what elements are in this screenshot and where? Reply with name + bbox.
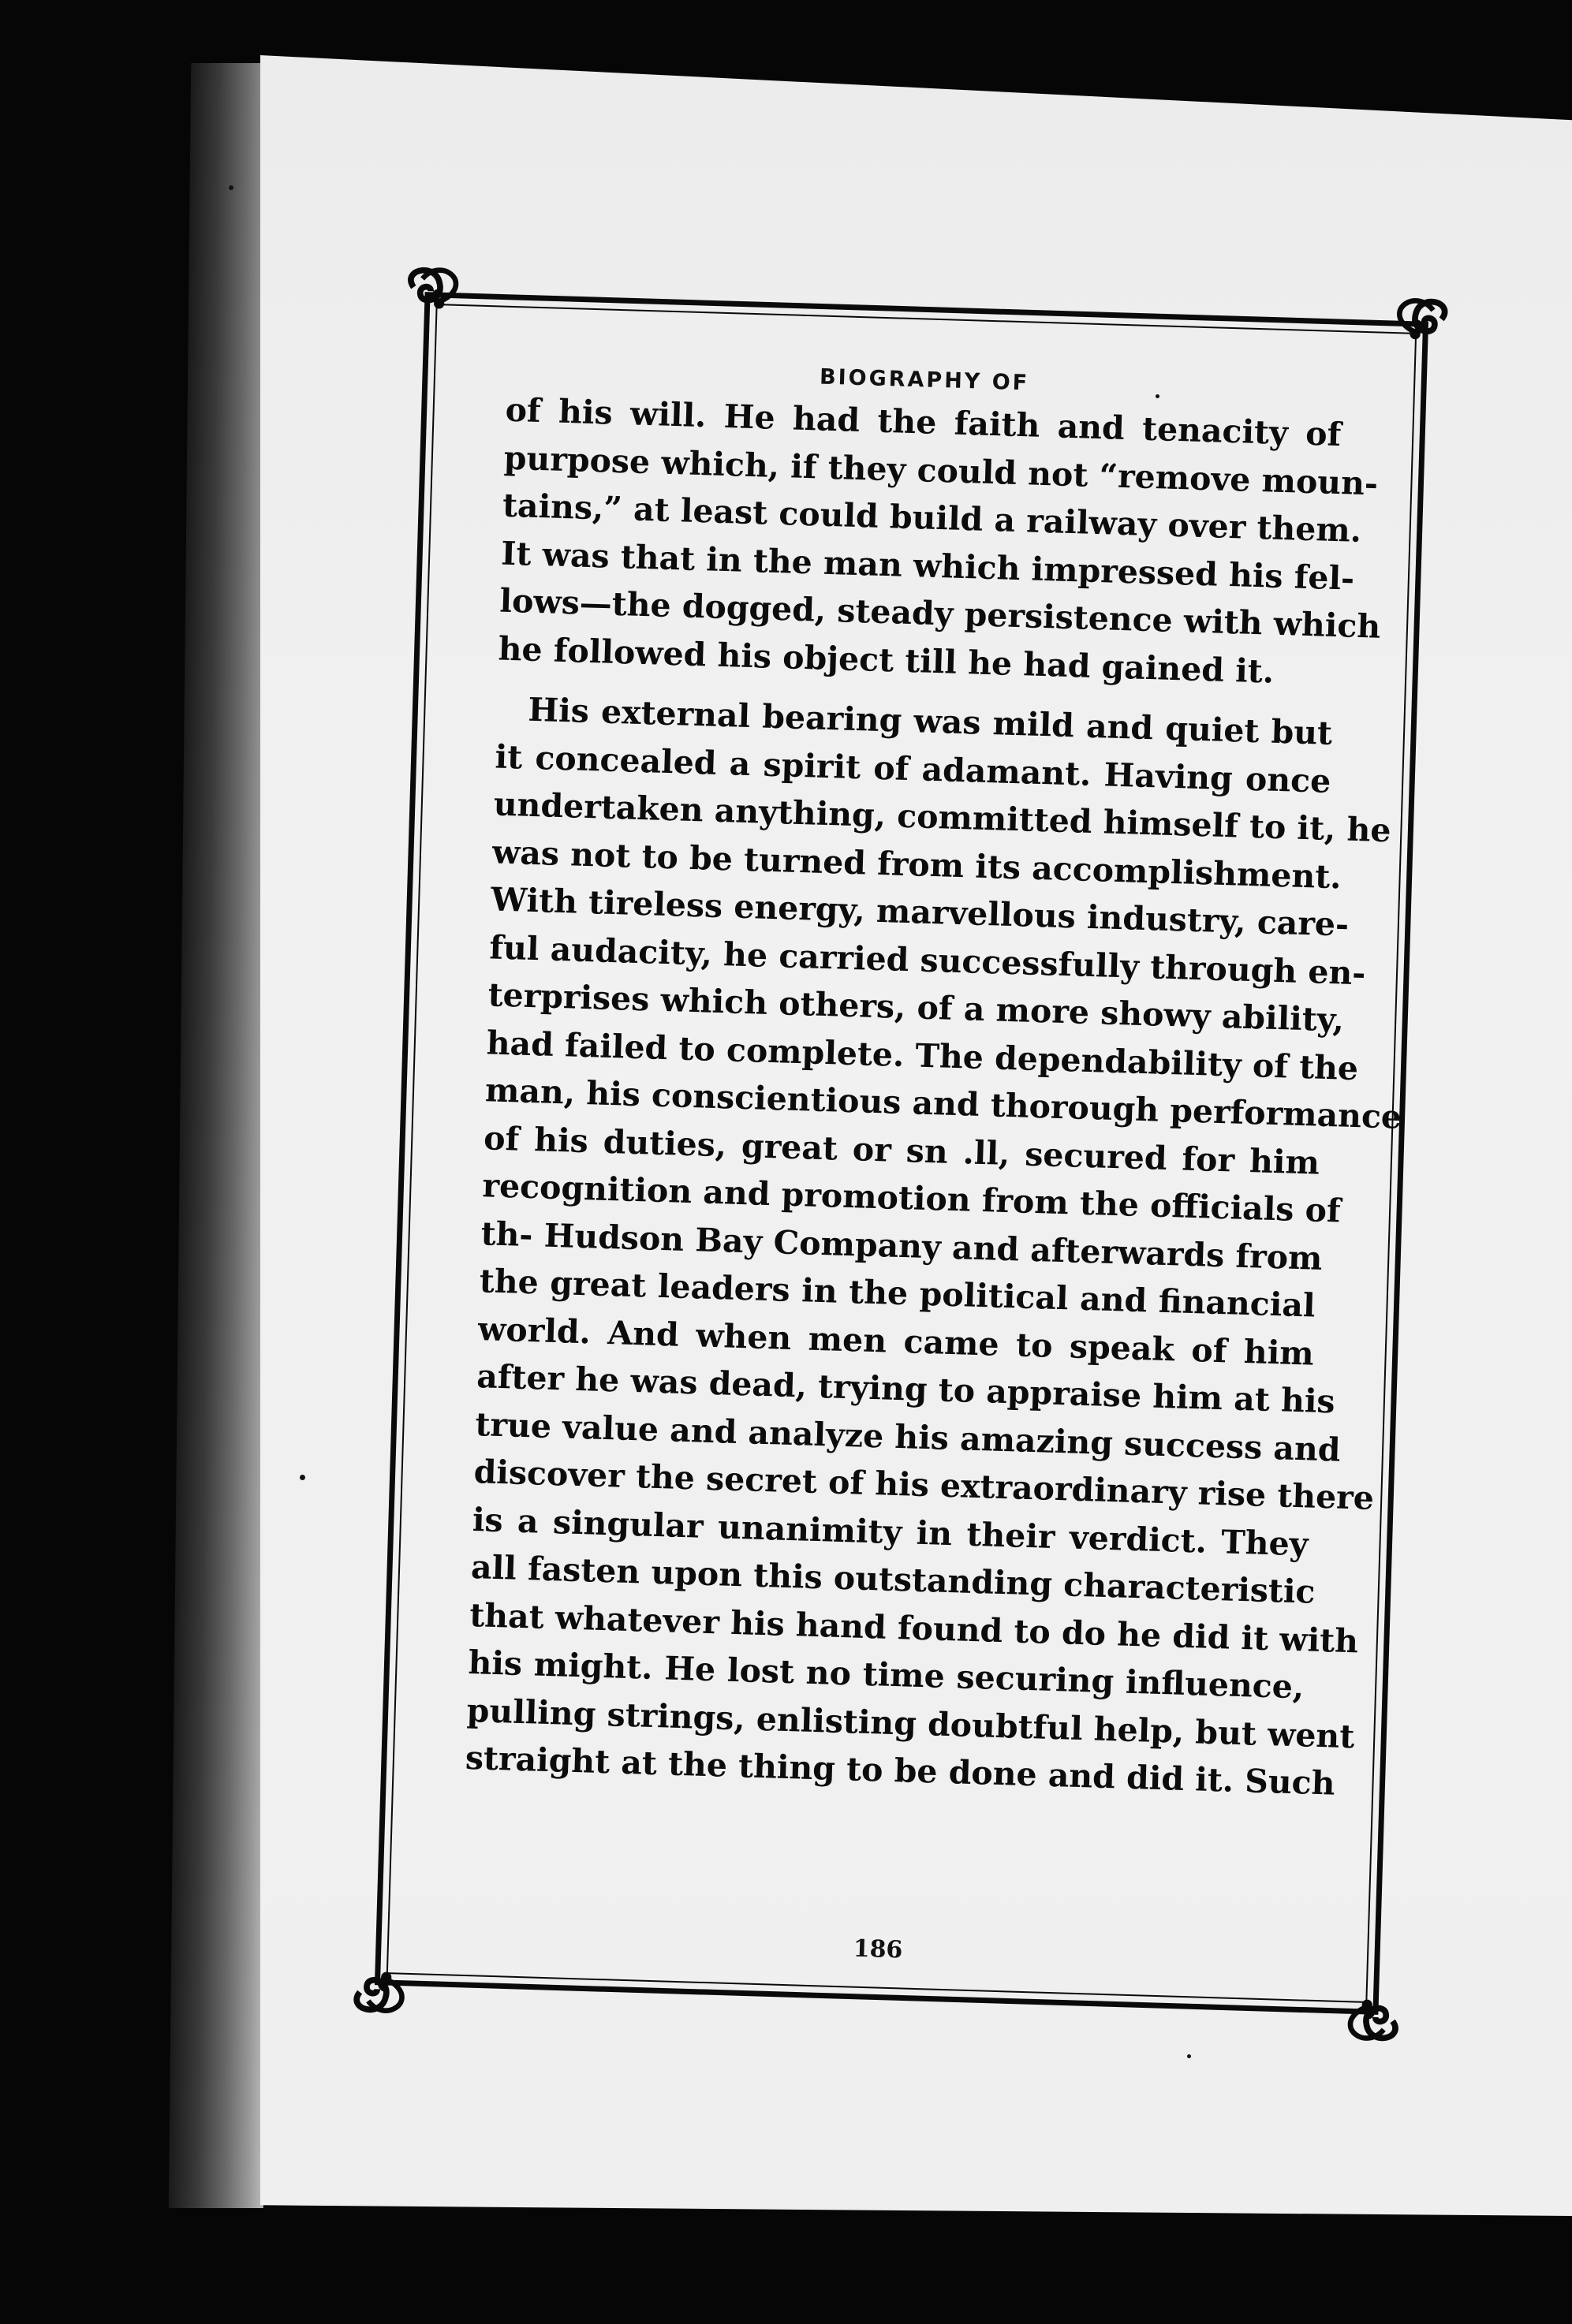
text-line: His external bearing was mild and quiet but bbox=[527, 690, 1333, 752]
text-line: is a singular unanimity in their verdict. They bbox=[472, 1500, 1309, 1564]
text-line: of his duties, great or sn .ll, secured for him bbox=[483, 1118, 1320, 1182]
scroll-flourish-icon bbox=[394, 261, 484, 350]
paragraph-2 bbox=[465, 685, 1402, 1807]
text-line: pulling strings, enlisting doubtful help, but went bbox=[466, 1691, 1355, 1755]
scan-speck bbox=[229, 185, 233, 190]
scan-speck bbox=[1187, 2054, 1191, 2058]
running-head: BIOGRAPHY OF bbox=[819, 364, 1030, 396]
text-line: recognition and promotion from the officials of bbox=[481, 1166, 1342, 1230]
decorative-frame bbox=[360, 277, 1443, 2030]
text-line: that whatever his hand found to do he did it with bbox=[469, 1595, 1359, 1660]
text-line: straight at the thing to be done and did it. Such bbox=[465, 1738, 1336, 1803]
text-line: was not to be turned from its accomplishment. bbox=[491, 832, 1342, 896]
page-number: 186 bbox=[853, 1934, 903, 1964]
text-line: lows—the dogged, steady persistence with which bbox=[498, 581, 1381, 646]
text-line: his might. He lost no time securing influence, bbox=[467, 1643, 1305, 1707]
text-line: the great leaders in the political and financial bbox=[479, 1262, 1316, 1325]
text-line: ful audacity, he carried successfully through en- bbox=[488, 927, 1367, 992]
scroll-flourish-icon bbox=[1323, 1958, 1412, 2047]
paragraph-1 bbox=[498, 386, 1381, 697]
text-line: he followed his object till he had gained it. bbox=[498, 629, 1275, 691]
text-line: discover the secret of his extraordinary rise there bbox=[473, 1453, 1375, 1517]
text-line: of his will. He had the faith and tenacity of bbox=[505, 390, 1342, 454]
text-line: tains,” at least could build a railway over them. bbox=[502, 486, 1362, 550]
text-line: true value and analyze his amazing success and bbox=[474, 1404, 1342, 1469]
text-line: terprises which others, of a more showy ability, bbox=[487, 975, 1345, 1039]
text-line: th‐ Hudson Bay Company and afterwards from bbox=[480, 1214, 1324, 1278]
text-line: man, his conscientious and thorough performance bbox=[484, 1071, 1402, 1136]
scroll-flourish-icon bbox=[342, 1930, 431, 2020]
text-line: With tireless energy, marvellous industry, care- bbox=[490, 880, 1350, 944]
text-line: after he was dead, trying to appraise him at his bbox=[476, 1357, 1336, 1421]
text-line: world. And when men came to speak of him bbox=[477, 1309, 1315, 1373]
text-line: it concealed a spirit of adamant. Having once bbox=[494, 737, 1331, 800]
scroll-flourish-icon bbox=[1370, 291, 1459, 380]
text-line: had failed to complete. The dependability of the bbox=[486, 1023, 1359, 1087]
text-line: purpose which, if they could not “remove moun- bbox=[503, 438, 1379, 503]
text-line: It was that in the man which impressed his fel- bbox=[500, 534, 1355, 598]
scan-speck bbox=[300, 1475, 305, 1480]
page-body bbox=[460, 355, 1402, 1964]
text-line: undertaken anything, committed himself to it, he bbox=[493, 785, 1392, 850]
text-line: all fasten upon this outstanding characteristic bbox=[470, 1548, 1316, 1611]
